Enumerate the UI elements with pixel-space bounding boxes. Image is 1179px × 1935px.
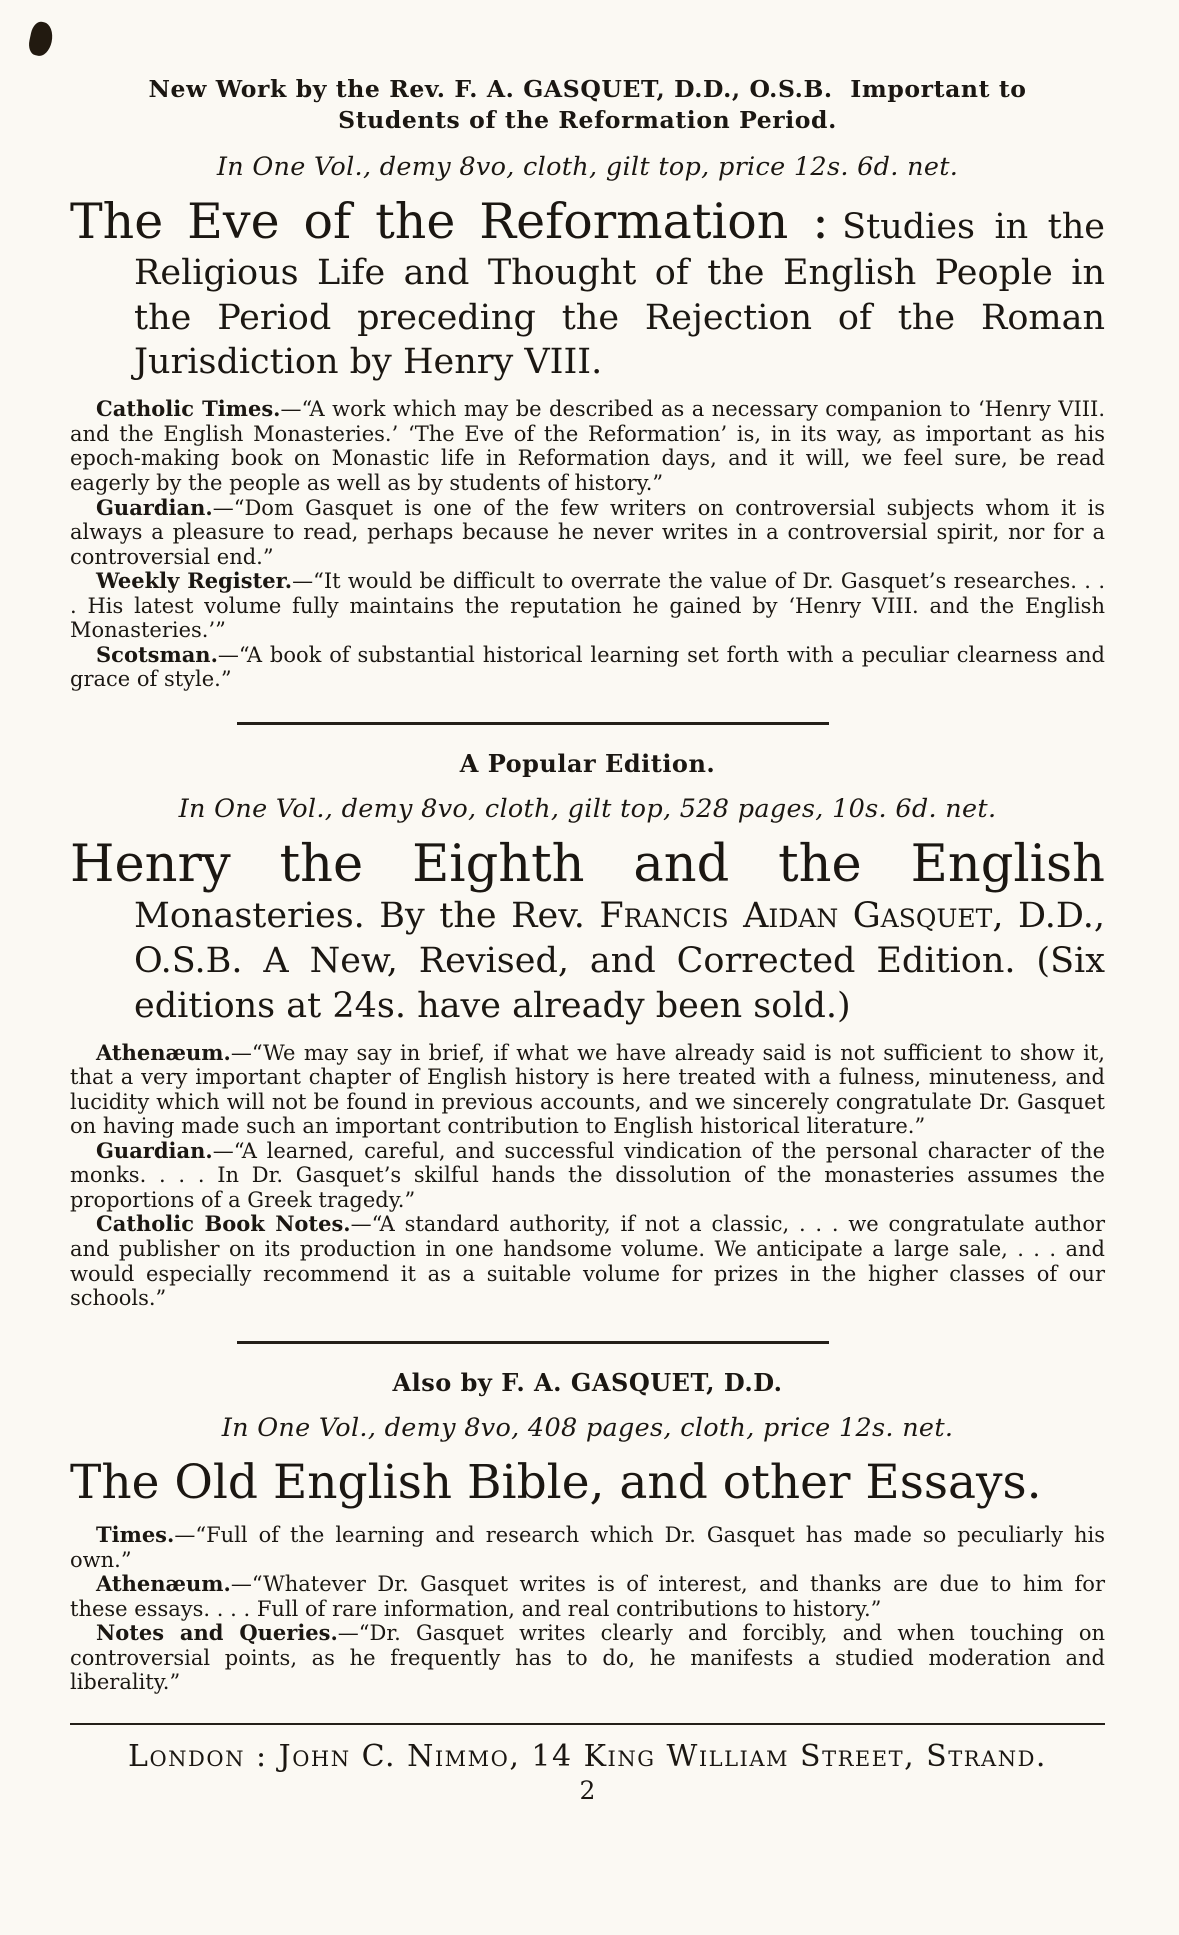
imprint-line: In One Vol., demy 8vo, 408 pages, cloth, price 12s. net. (221, 1412, 954, 1443)
review (70, 643, 1105, 692)
section-old-english-bible (70, 1368, 1105, 1695)
review-text: —“It would be difficult to overrate the value of Dr. Gasquet’s researches. . . . His latest volume fully maintains the reputation he gained by ‘Henry VIII. and the English Monasteries.’” (70, 569, 1105, 643)
title-main: Henry the Eighth and the English (70, 835, 1105, 894)
title-subtitle-post: , D.D., O.S.B. A New, Revised, and Corrected Edition. (Six editions at 24s. have already been sold.) (134, 896, 1105, 1026)
review-source: Catholic Times. (96, 396, 281, 422)
review (70, 1139, 1105, 1213)
title-subtitle: Studies in the Religious Life and Thought of the English People in the Period preceding the Rejection of the Roman Jurisdiction by Henry VIII. (134, 207, 1105, 383)
review (70, 1572, 1105, 1621)
review-text: —“A standard authority, if not a classic, . . . we congratulate author and publisher on its production in one handsome volume. We anticipate a large sale, . . . and would especially recommend it as a suitable volume for prizes in the higher classes of our schools.” (70, 1212, 1105, 1311)
section-divider (237, 722, 829, 725)
review (70, 397, 1105, 495)
footer-rule (70, 1723, 1105, 1725)
title-subtitle-pre: Monasteries. By the Rev. (134, 896, 600, 937)
review-text: —“Full of the learning and research which Dr. Gasquet has made so peculiarly his own.” (70, 1523, 1105, 1572)
section-eve-of-the-reformation (70, 74, 1105, 692)
review-source: Catholic Book Notes. (96, 1211, 351, 1237)
review (70, 1212, 1105, 1310)
review (70, 496, 1105, 570)
section-header (70, 74, 1105, 136)
section-header: Also by F. A. GASQUET, D.D. (392, 1367, 783, 1397)
review-source: Athenæum. (96, 1571, 231, 1597)
author-name: Francis Aidan Gasquet (599, 896, 993, 937)
review-source: Guardian. (96, 494, 213, 520)
title-subtitle (134, 896, 1105, 1026)
section-header: A Popular Edition. (459, 749, 716, 778)
section-divider (237, 1341, 829, 1344)
review-source: Scotsman. (96, 641, 218, 667)
section-henry-the-eighth (70, 749, 1105, 1311)
review-text: —“We may say in brief, if what we have already said is not sufficient to show it, that a very important chapter of English history is here treated with a fulness, minuteness, and lucidity which will not be found in previous accounts, and we sincerely congratulate Dr. Gasquet on having made such an important contribution to English historical literature.” (70, 1040, 1105, 1139)
page-number: 2 (579, 1776, 596, 1806)
title-main: The Eve of the Reformation : (70, 193, 829, 251)
review-text: —“A learned, careful, and successful vindication of the personal character of the monks. . . . In Dr. Gasquet’s skilful hands the dissolution of the monasteries assumes the proportions of a Greek tragedy.” (70, 1138, 1105, 1212)
review-text: —“Dom Gasquet is one of the few writers on controversial subjects whom it is always a pleasure to read, perhaps because he never writes in a controversial spirit, nor for a controversial end.” (70, 495, 1105, 569)
publisher-footer: London : John C. Nimmo, 14 King William Street, Strand. (128, 1739, 1047, 1775)
review-text: —“Whatever Dr. Gasquet writes is of interest, and thanks are due to him for these essays. . . . Full of rare information, and real contributions to history.” (70, 1572, 1105, 1621)
imprint-line: In One Vol., demy 8vo, cloth, gilt top, 528 pages, 10s. 6d. net. (178, 794, 997, 824)
review (70, 1621, 1105, 1695)
review-text: —“A book of substantial historical learning set forth with a peculiar clearness and grace of style.” (70, 642, 1105, 692)
header-line-2: Students of the Reformation Period. (338, 106, 837, 135)
review (70, 569, 1105, 643)
title-main: The Old English Bible, and other Essays. (70, 1454, 1042, 1510)
review-source: Times. (96, 1522, 175, 1548)
review (70, 1523, 1105, 1572)
book-title-old-english-bible (70, 1455, 1105, 1511)
review-source: Weekly Register. (96, 568, 293, 594)
header-line-1: New Work by the Rev. F. A. GASQUET, D.D., O.S.B. Important to (148, 75, 1027, 103)
book-title-eve-of-the-reformation (70, 194, 1105, 385)
review-source: Athenæum. (96, 1039, 231, 1065)
review-text: —“Dr. Gasquet writes clearly and forcibly, and when touching on controversial points, as he frequently has to do, he manifests a studied moderation and liberality.” (70, 1621, 1105, 1695)
imprint-line: In One Vol., demy 8vo, cloth, gilt top, price 12s. 6d. net. (216, 152, 959, 183)
review-source: Guardian. (96, 1137, 213, 1163)
book-title-henry-the-eighth (70, 836, 1105, 1029)
review-source: Notes and Queries. (96, 1620, 338, 1646)
ink-smudge-artifact (27, 20, 56, 58)
review (70, 1041, 1105, 1139)
review-text: —“A work which may be described as a necessary companion to ‘Henry VIII. and the English Monasteries.’ ‘The Eve of the Reformation’ is, in its way, as important as his epoch-making book on Monastic life in Reformation days, and it will, we feel sure, be read eagerly by the people as well as by students of history.” (70, 397, 1106, 495)
